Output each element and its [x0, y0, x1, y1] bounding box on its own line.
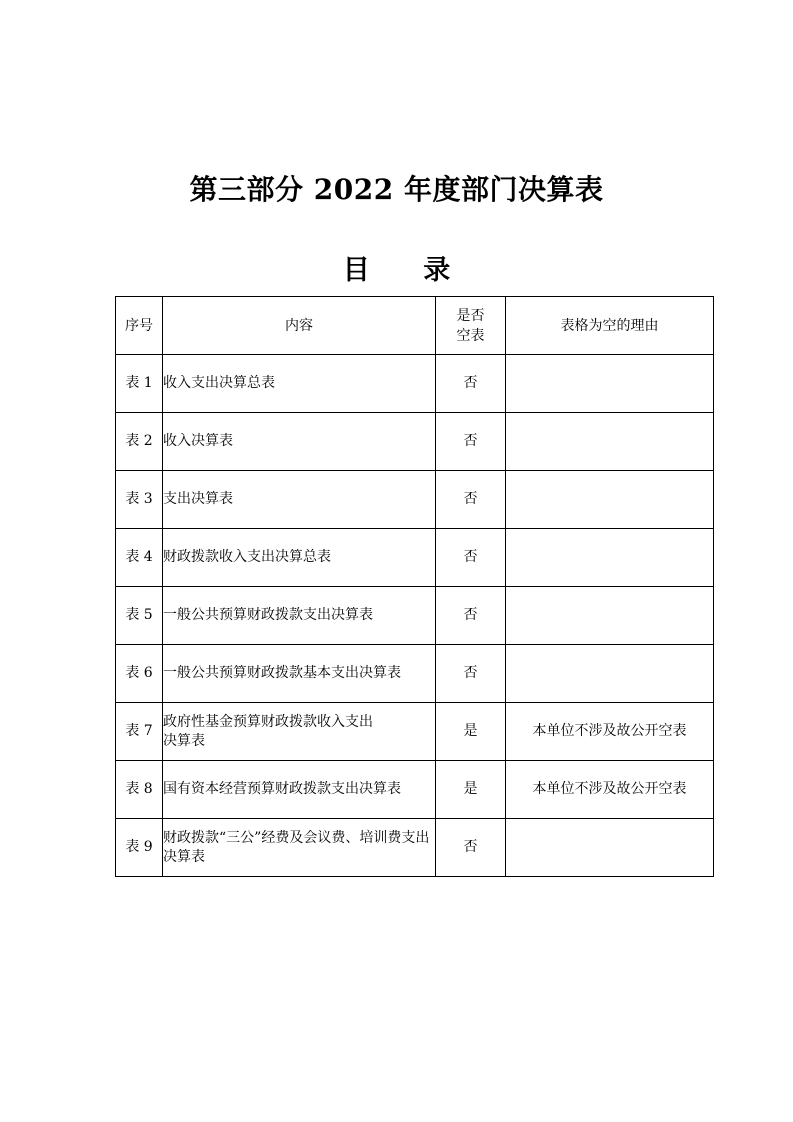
row-seq: 表 8	[116, 761, 163, 819]
row-is-empty: 否	[436, 645, 506, 703]
toc-table	[115, 296, 714, 877]
document-title: 第三部分 2022 年度部门决算表	[189, 173, 604, 206]
row-reason	[506, 587, 714, 645]
row-content: 收入决算表	[163, 413, 436, 471]
row-seq: 表 5	[116, 587, 163, 645]
row-is-empty: 否	[436, 529, 506, 587]
row-content: 财政拨款“三公”经费及会议费、培训费支出决算表	[163, 819, 436, 877]
row-is-empty: 否	[436, 471, 506, 529]
table-row	[116, 645, 714, 703]
row-is-empty: 是	[436, 703, 506, 761]
row-seq: 表 9	[116, 819, 163, 877]
header-content: 内容	[163, 297, 436, 355]
row-content: 财政拨款收入支出决算总表	[163, 529, 436, 587]
row-is-empty: 否	[436, 819, 506, 877]
row-reason	[506, 355, 714, 413]
row-content: 政府性基金预算财政拨款收入支出 决算表	[163, 703, 436, 761]
table-row	[116, 355, 714, 413]
row-seq: 表 7	[116, 703, 163, 761]
row-seq: 表 2	[116, 413, 163, 471]
row-content: 一般公共预算财政拨款基本支出决算表	[163, 645, 436, 703]
row-content: 收入支出决算总表	[163, 355, 436, 413]
row-seq: 表 6	[116, 645, 163, 703]
row-is-empty: 否	[436, 413, 506, 471]
row-is-empty: 否	[436, 355, 506, 413]
table-row	[116, 529, 714, 587]
row-reason	[506, 645, 714, 703]
table-row	[116, 819, 714, 877]
row-content: 一般公共预算财政拨款支出决算表	[163, 587, 436, 645]
table-row	[116, 703, 714, 761]
row-reason: 本单位不涉及故公开空表	[506, 703, 714, 761]
table-body	[116, 355, 714, 877]
row-is-empty: 否	[436, 587, 506, 645]
row-reason	[506, 413, 714, 471]
row-is-empty: 是	[436, 761, 506, 819]
row-reason: 本单位不涉及故公开空表	[506, 761, 714, 819]
table-row	[116, 413, 714, 471]
header-seq: 序号	[116, 297, 163, 355]
row-seq: 表 4	[116, 529, 163, 587]
row-content: 支出决算表	[163, 471, 436, 529]
row-content: 国有资本经营预算财政拨款支出决算表	[163, 761, 436, 819]
table-header-row	[116, 297, 714, 355]
row-reason	[506, 529, 714, 587]
row-reason	[506, 471, 714, 529]
table-row	[116, 761, 714, 819]
header-reason: 表格为空的理由	[506, 297, 714, 355]
table-row	[116, 471, 714, 529]
header-is-empty: 是否 空表	[436, 297, 506, 355]
row-seq: 表 1	[116, 355, 163, 413]
toc-heading: 目 录	[342, 255, 473, 286]
row-seq: 表 3	[116, 471, 163, 529]
row-reason	[506, 819, 714, 877]
table-row	[116, 587, 714, 645]
